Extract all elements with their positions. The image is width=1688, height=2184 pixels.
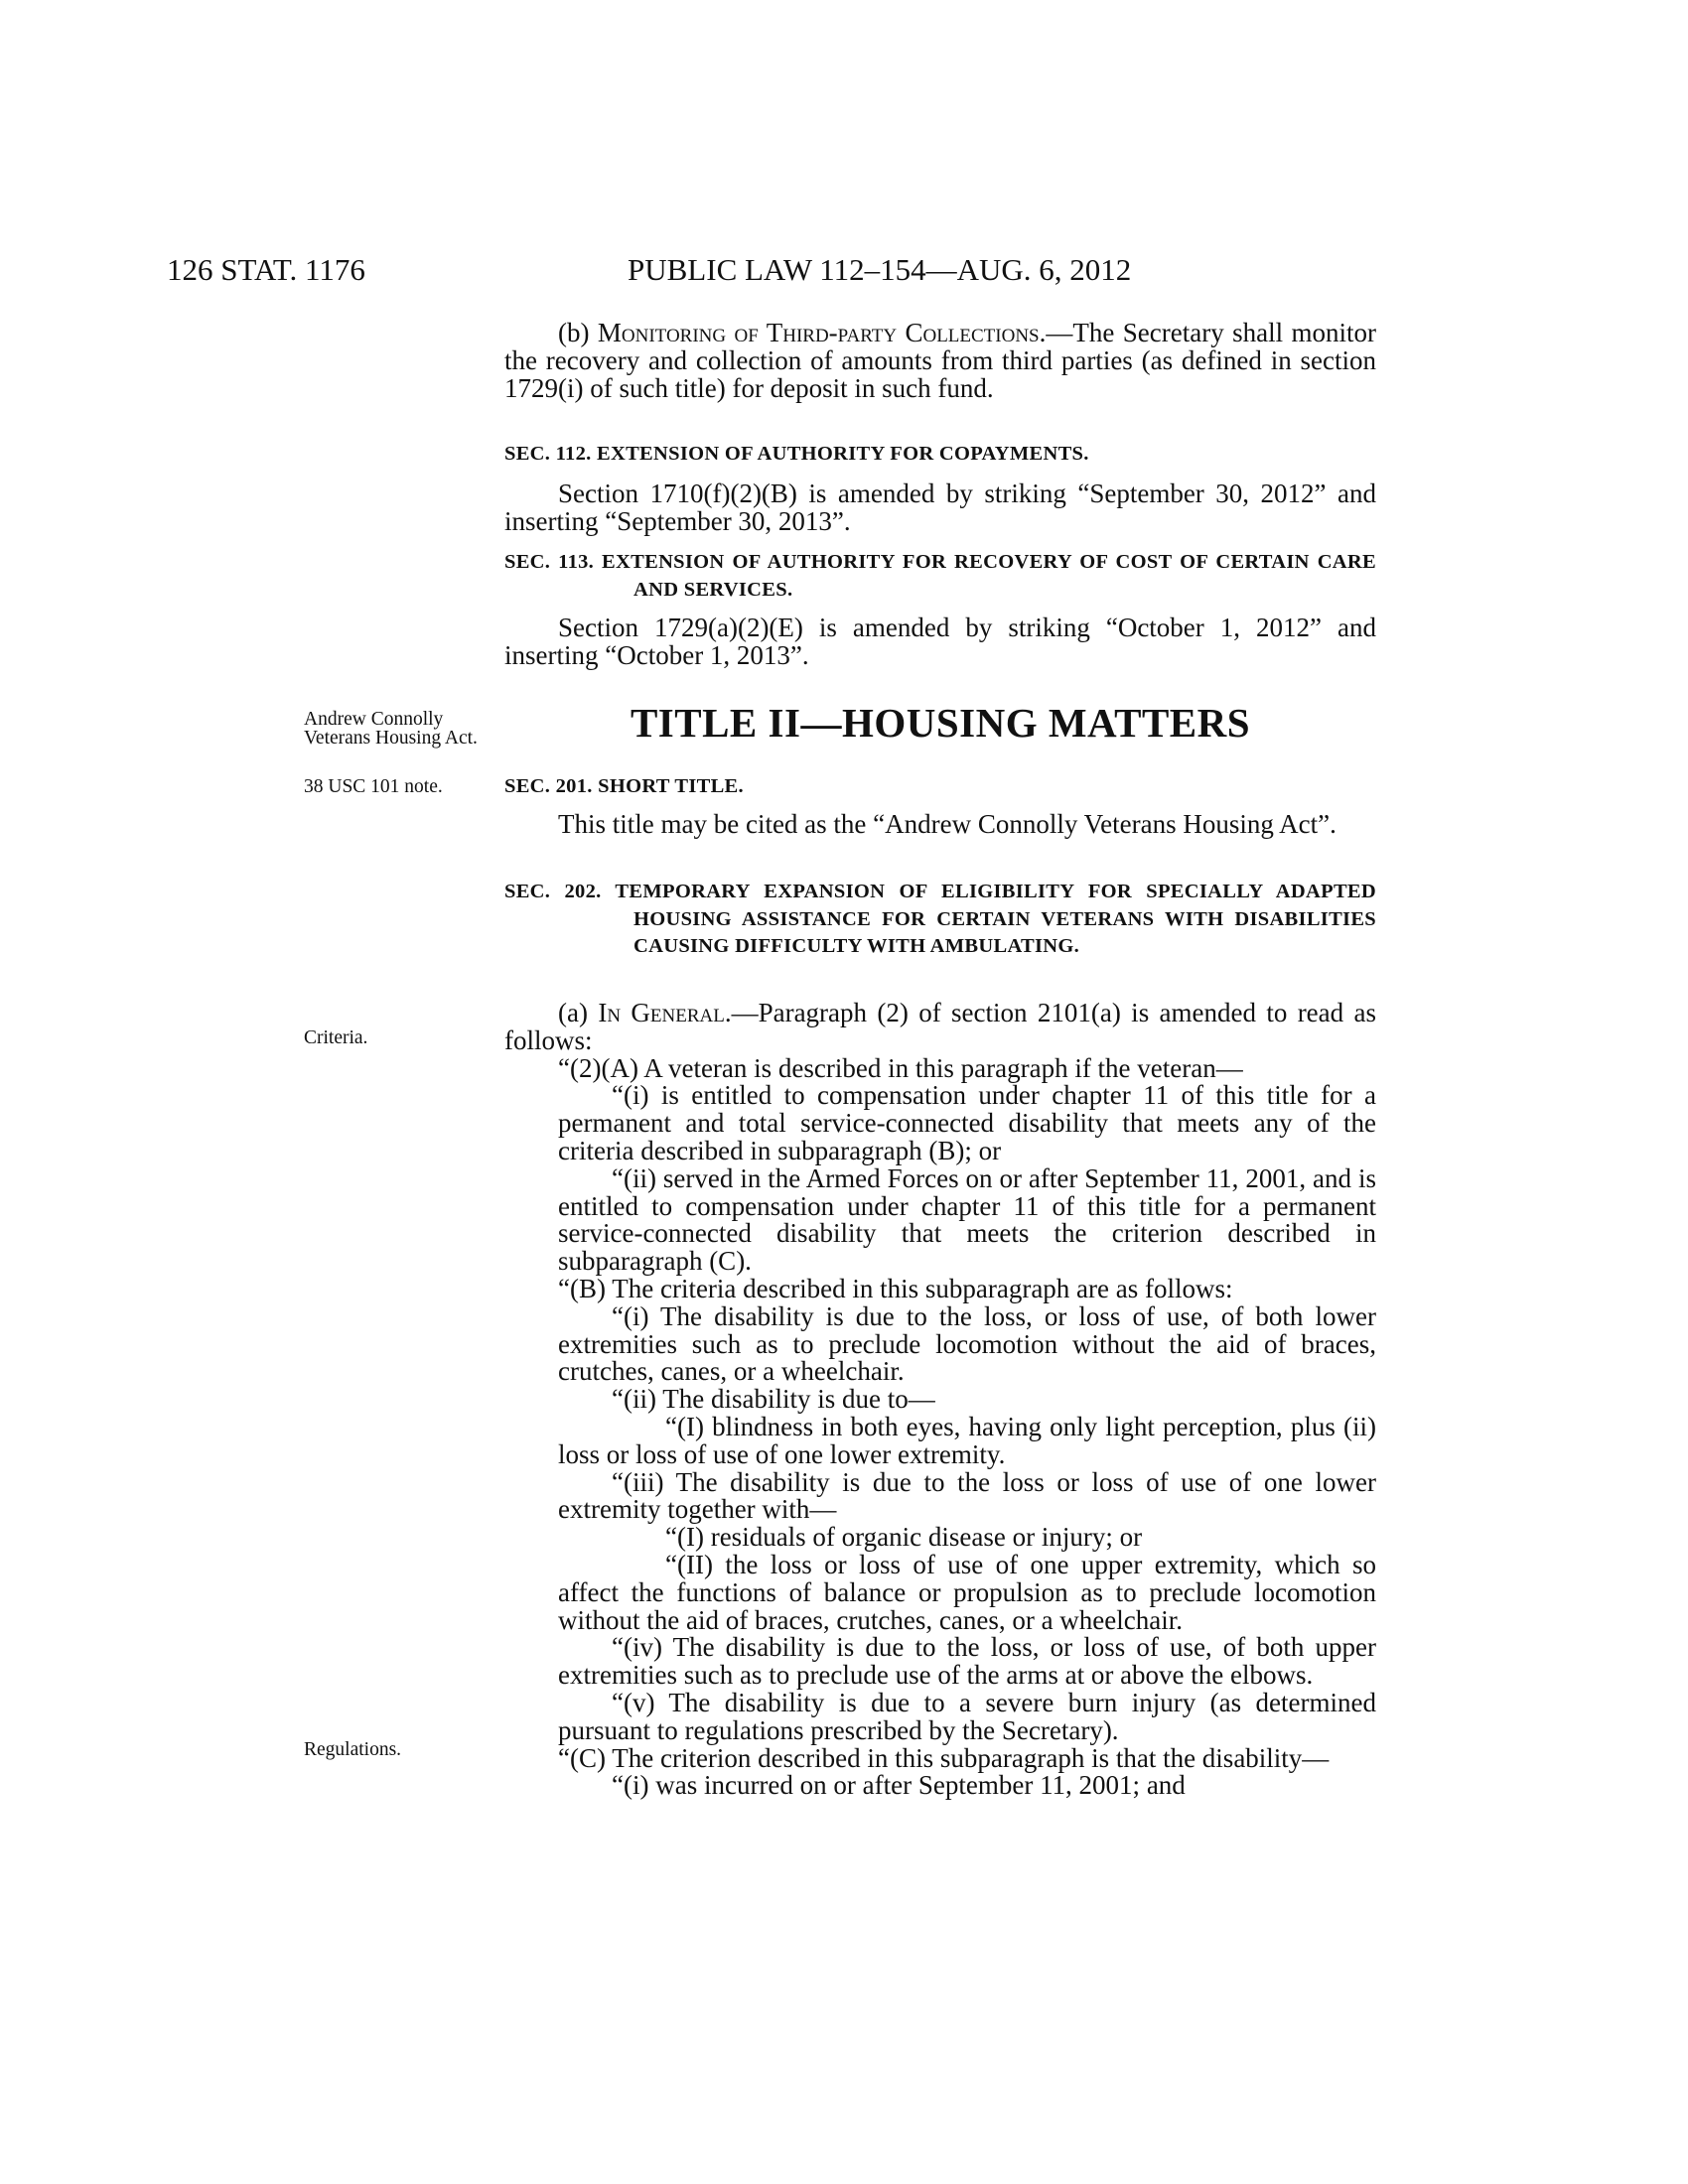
section-201-body bbox=[504, 811, 1376, 839]
running-header bbox=[0, 250, 1688, 290]
subsection-b bbox=[504, 320, 1376, 402]
subsection-b-text: —The Secretary shall monitor the recovery and collection of amounts from third parties (as defined in section 1729(i) of such title) for deposit in such fund. bbox=[504, 318, 1377, 403]
section-113 bbox=[504, 549, 1376, 604]
clause-B-iii: “(iii) The disability is due to the loss or loss of use of one lower extremity together with— bbox=[558, 1466, 1376, 1525]
margin-note-act-name: Andrew Connolly Veterans Housing Act. bbox=[304, 709, 478, 749]
section-113-body bbox=[504, 614, 1376, 670]
margin-note-usc: 38 USC 101 note. bbox=[304, 776, 443, 797]
subparagraph-C: “(C) The criterion described in this subparagraph is that the disability— bbox=[558, 1742, 1330, 1773]
clause-B-iv: “(iv) The disability is due to the loss, or loss of use, of both upper extremities such as to preclude use of the arms at or above the elbows. bbox=[558, 1632, 1376, 1691]
section-112 bbox=[504, 441, 1376, 469]
subclause-B-iii-II: “(II) the loss or loss of use of one upper extremity, which so affect the functions of balance or propulsion as to preclude locomotion without the aid of braces, crutches, canes, or a wheelchair. bbox=[558, 1549, 1376, 1635]
subsection-a-caption: In General. bbox=[598, 998, 732, 1027]
paragraph-2A: “(2)(A) A veteran is described in this paragraph if the veteran— bbox=[558, 1052, 1243, 1083]
clause-2A-i: “(i) is entitled to compensation under chapter 11 of this title for a permanent and total service-connected disability that meets any of the criteria described in subparagraph (B); or bbox=[558, 1080, 1376, 1165]
clause-C-i: “(i) was incurred on or after September 11, 2001; and bbox=[612, 1770, 1186, 1801]
section-113-text: Section 1729(a)(2)(E) is amended by striking “October 1, 2012” and inserting “October 1, 2013”. bbox=[504, 613, 1376, 670]
clause-2A-ii: “(ii) served in the Armed Forces on or after September 11, 2001, and is entitled to compensation under chapter 11 of this title for a permanent service-connected disability that meets the criterion described in subparagraph (C). bbox=[558, 1162, 1376, 1277]
margin-note-regulations: Regulations. bbox=[304, 1739, 402, 1760]
subclause-B-iii-I: “(I) residuals of organic disease or injury; or bbox=[665, 1522, 1143, 1553]
section-113-heading: SEC. 113. EXTENSION OF AUTHORITY FOR RECOVERY OF COST OF CERTAIN CARE AND SERVICES. bbox=[504, 551, 1376, 601]
clause-B-v: “(v) The disability is due to a severe burn injury (as determined pursuant to regulations prescribed by the Secretary). bbox=[558, 1687, 1376, 1745]
clause-B-ii: “(ii) The disability is due to— bbox=[612, 1384, 935, 1415]
public-law-citation: PUBLIC LAW 112–154—AUG. 6, 2012 bbox=[628, 252, 1132, 287]
subclause-B-ii-I: “(I) blindness in both eyes, having only light perception, plus (ii) loss or loss of use of one lower extremity. bbox=[558, 1411, 1376, 1469]
section-201 bbox=[504, 773, 1376, 801]
subsection-b-caption: Monitoring of Third-party Collections. bbox=[597, 318, 1047, 347]
clause-B-i: “(i) The disability is due to the loss, or loss of use, of both lower extremities such as to preclude locomotion without the aid of braces, crutches, canes, or a wheelchair. bbox=[558, 1300, 1376, 1387]
section-112-text: Section 1710(f)(2)(B) is amended by striking “September 30, 2012” and inserting “September 30, 2013”. bbox=[504, 478, 1376, 536]
section-201-text: This title may be cited as the “Andrew Connolly Veterans Housing Act”. bbox=[558, 809, 1336, 839]
section-202-heading: SEC. 202. TEMPORARY EXPANSION OF ELIGIBILITY FOR SPECIALLY ADAPTED HOUSING ASSISTANCE FOR CERTAIN VETERANS WITH DISABILITIES CAUSING DIFFICULTY WITH AMBULATING. bbox=[504, 881, 1376, 958]
section-201-heading: SEC. 201. SHORT TITLE. bbox=[504, 775, 744, 797]
subsection-a-label: (a) bbox=[558, 998, 599, 1027]
subsection-b-label: (b) bbox=[558, 318, 598, 347]
subparagraph-B: “(B) The criteria described in this subparagraph are as follows: bbox=[558, 1273, 1233, 1303]
statute-page-number: 126 STAT. 1176 bbox=[167, 252, 365, 287]
section-112-heading: SEC. 112. EXTENSION OF AUTHORITY FOR COPAYMENTS. bbox=[504, 443, 1089, 465]
subsection-b-paragraph bbox=[504, 320, 1376, 402]
section-202-body bbox=[504, 1000, 1376, 1800]
section-202 bbox=[504, 879, 1376, 961]
subsection-a-paragraph bbox=[504, 1000, 1376, 1055]
margin-note-criteria: Criteria. bbox=[304, 1027, 368, 1048]
subsection-a-text: —Paragraph (2) of section 2101(a) is amended to read as follows: bbox=[504, 998, 1376, 1055]
section-112-body bbox=[504, 480, 1376, 536]
title-heading: TITLE II—HOUSING MATTERS bbox=[630, 700, 1251, 746]
